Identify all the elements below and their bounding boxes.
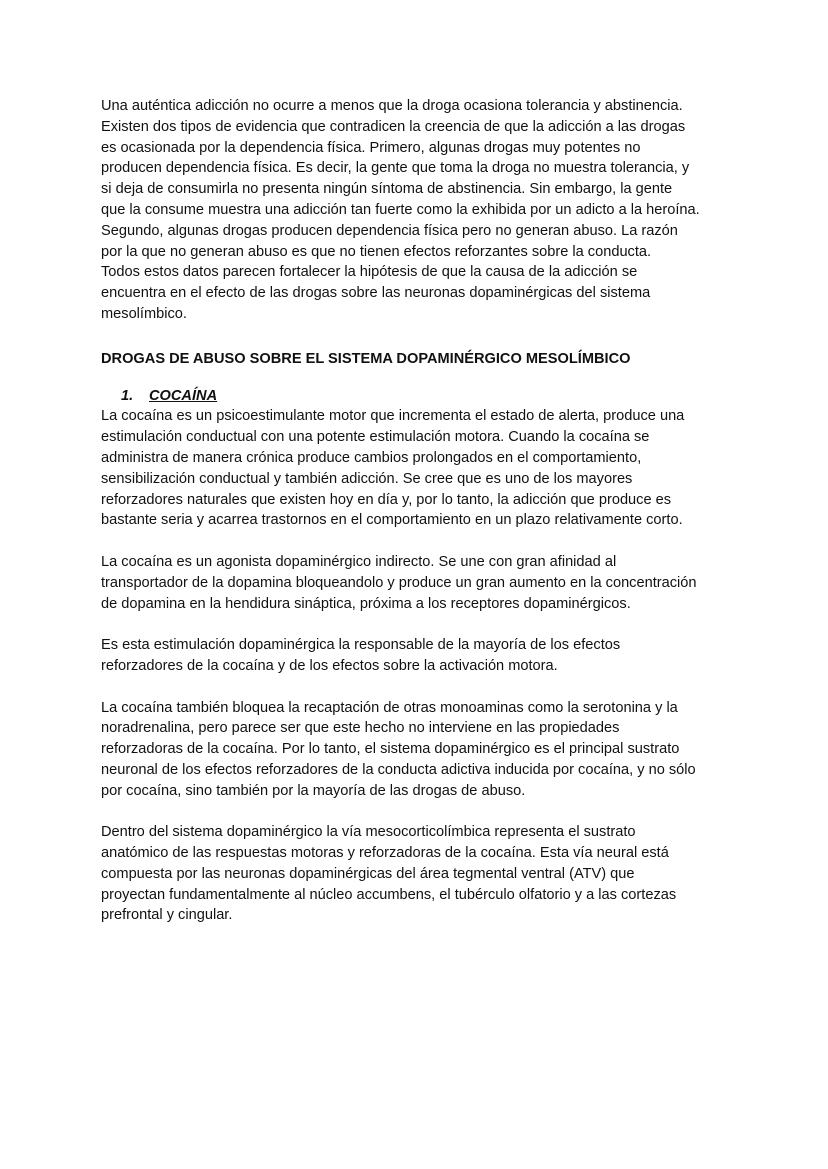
- section-heading: DROGAS DE ABUSO SOBRE EL SISTEMA DOPAMINÉRGICO MESOLÍMBICO: [101, 350, 631, 367]
- cocaine-paragraph-3: Es esta estimulación dopaminérgica la responsable de la mayoría de los efectos reforzadores de la cocaína y de los efectos sobre la activación motora.: [101, 637, 621, 674]
- cocaine-paragraph-1: La cocaína es un psicoestimulante motor que incrementa el estado de alerta, produce una estimulación conductual con una potente estimulación motora. Cuando la cocaína se administra de manera crónica produce cambios prolongados en el comportamiento, sensibilización conductual y también adicción. Se cree que es uno de los mayores reforzadores naturales que existen hoy en día y, por lo tanto, la adicción que produce es bastante seria y acarrea trastornos en el comportamiento en un plazo relativamente corto.: [101, 408, 685, 529]
- cocaine-paragraph-5: Dentro del sistema dopaminérgico la vía mesocorticolímbica representa el sustrato anatómico de las respuestas motoras y reforzadoras de la cocaína. Esta vía neural está compuesta por las neuronas dopaminérgicas del área tegmental ventral (ATV) que proyectan fundamentalmente al núcleo accumbens, el tubérculo olfatorio y a las cortezas prefrontal y cingular.: [101, 824, 677, 924]
- subsection-title: COCAÍNA: [149, 387, 218, 404]
- cocaine-paragraph-2: La cocaína es un agonista dopaminérgico indirecto. Se une con gran afinidad al transportador de la dopamina bloqueandolo y produce un gran aumento en la concentración de dopamina en la hendidura sináptica, próxima a los receptores dopaminérgicos.: [101, 553, 697, 612]
- intro-paragraph: Una auténtica adicción no ocurre a menos que la droga ocasiona tolerancia y abstinencia. Existen dos tipos de evidencia que contradicen la creencia de que la adicción a las drogas es ocasionada por la dependencia física. Primero, algunas drogas muy potentes no producen dependencia física. Es decir, la gente que toma la droga no muestra tolerancia, y si deja de consumirla no presenta ningún síntoma de abstinencia. Sin embargo, la gente que la consume muestra una adicción tan fuerte como la exhibida por un adicto a la heroína. Segundo, algunas drogas producen dependencia física pero no generan abuso. La razón por la que no generan abuso es que no tienen efectos reforzantes sobre la conducta. Todos estos datos parecen fortalecer la hipótesis de que la causa de la adicción se encuentra en el efecto de las drogas sobre las neuronas dopaminérgicas del sistema mesolímbico.: [101, 98, 700, 322]
- subsection-number: 1.: [121, 387, 134, 404]
- subsection-heading: [101, 386, 741, 407]
- cocaine-paragraph-4: La cocaína también bloquea la recaptación de otras monoaminas como la serotonina y la noradrenalina, pero parece ser que este hecho no interviene en las propiedades reforzadoras de la cocaína. Por lo tanto, el sistema dopaminérgico es el principal sustrato neuronal de los efectos reforzadores de la conducta adictiva inducida por cocaína, y no sólo por cocaína, sino también por la mayoría de las drogas de abuso.: [101, 699, 696, 799]
- document-page: [101, 96, 741, 926]
